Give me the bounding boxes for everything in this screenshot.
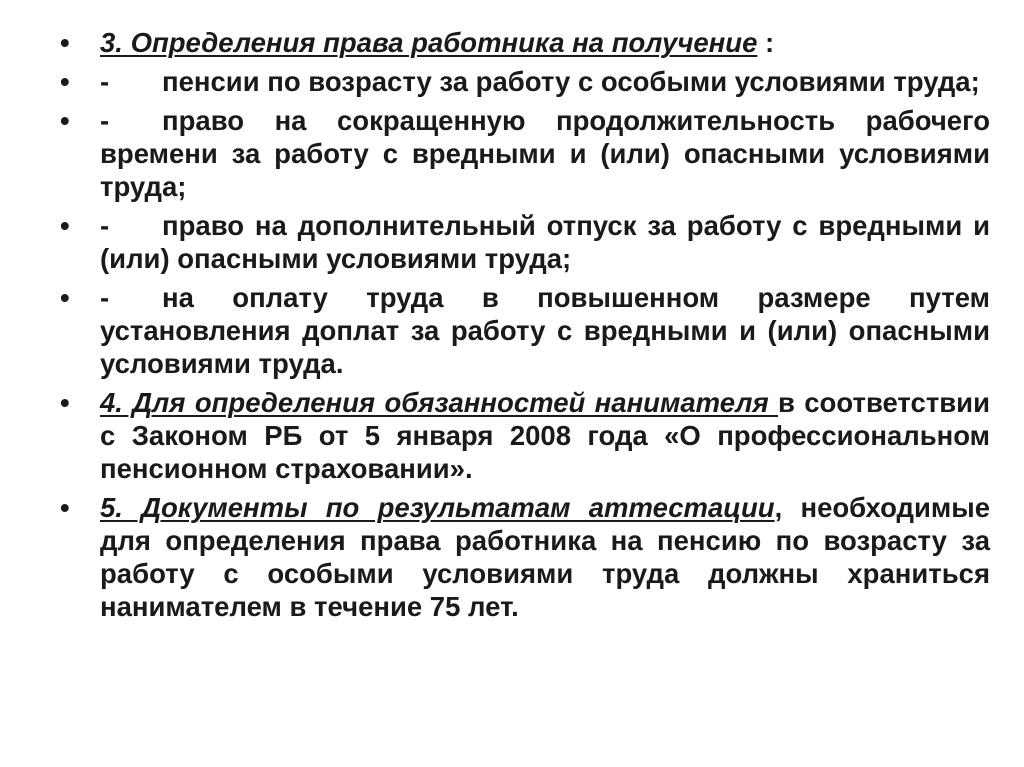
bullet-list bbox=[60, 26, 990, 623]
list-item-4 bbox=[60, 386, 990, 485]
heading-suffix: : bbox=[757, 27, 775, 58]
item-text: , необходимые для определения права работника на пенсию по возрасту за работу с особыми условиями труда должны храниться нанимателем в течение 75 лет. bbox=[100, 492, 990, 622]
list-item-pension bbox=[60, 65, 990, 98]
section-heading-5: 5. Документы по результатам аттестации bbox=[100, 492, 775, 523]
bullet-icon: • bbox=[60, 492, 70, 523]
bullet-icon: • bbox=[60, 282, 70, 313]
list-item-3 bbox=[60, 26, 990, 59]
bullet-icon: • bbox=[60, 66, 70, 97]
item-text: пенсии по возрасту за работу с особыми условиями труда; bbox=[162, 66, 980, 97]
item-text: в соответствии с Законом РБ от 5 января 2008 года «О профессиональном пенсионном страховании». bbox=[100, 387, 990, 484]
dash-marker: - bbox=[100, 282, 110, 313]
section-heading-4: 4. Для определения обязанностей нанимателя bbox=[100, 387, 778, 418]
slide-content bbox=[60, 26, 990, 629]
bullet-icon: • bbox=[60, 105, 70, 136]
bullet-icon: • bbox=[60, 27, 70, 58]
dash-marker: - bbox=[100, 66, 110, 97]
item-text: право на сокращенную продолжительность рабочего времени за работу с вредными и (или) опасными условиями труда; bbox=[100, 105, 990, 202]
list-item-5 bbox=[60, 491, 990, 623]
list-item-pay bbox=[60, 281, 990, 380]
list-item-reduced-hours bbox=[60, 104, 990, 203]
section-heading-3: 3. Определения права работника на получение bbox=[100, 27, 758, 58]
list-item-extra-leave bbox=[60, 209, 990, 275]
item-text: право на дополнительный отпуск за работу с вредными и (или) опасными условиями труда; bbox=[100, 210, 990, 274]
dash-marker: - bbox=[100, 105, 110, 136]
item-text: на оплату труда в повышенном размере путем установления доплат за работу с вредными и (или) опасными условиями труда. bbox=[100, 282, 990, 379]
dash-marker: - bbox=[100, 210, 110, 241]
bullet-icon: • bbox=[60, 387, 70, 418]
bullet-icon: • bbox=[60, 210, 70, 241]
